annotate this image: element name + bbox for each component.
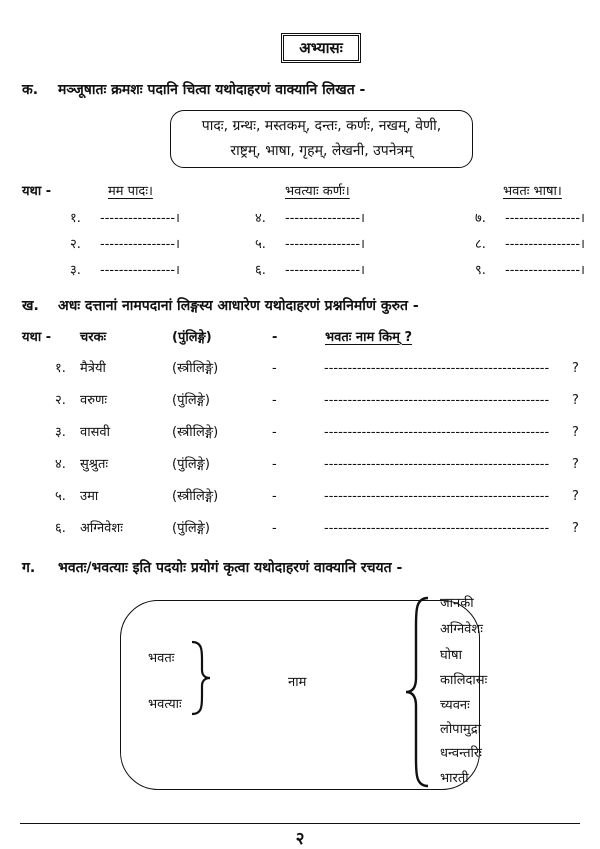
example-2: भवत्याः कर्णः। — [285, 184, 350, 199]
answer-blank: ----------------। — [505, 211, 585, 226]
item-number: ८. — [475, 237, 486, 252]
row-gender: (पुंलिङ्गे) — [172, 393, 210, 408]
example-label: यथा - — [22, 184, 52, 199]
example-3: भवतः भाषा। — [503, 184, 562, 199]
item-number: ३. — [70, 263, 81, 278]
row-dash: - — [272, 361, 277, 376]
right-brace-icon — [402, 596, 432, 788]
section-c-instruction: भवतः/भवत्याः इति पदयोः प्रयोगं कृत्वा यथोदाहरणं वाक्यानि रचयत - — [58, 560, 403, 576]
row-name: वासवी — [80, 425, 110, 440]
item-number: १. — [70, 211, 81, 226]
left-word-bhavatah: भवतः — [148, 651, 175, 666]
answer-blank: ----------------। — [505, 237, 585, 252]
page-title: अभ्यासः — [281, 33, 361, 63]
row-number: ५. — [55, 489, 66, 504]
item-number: २. — [70, 237, 81, 252]
example-answer: भवतः नाम किम् ? — [325, 330, 413, 345]
example-label: यथा - — [22, 330, 52, 345]
center-word: नाम — [288, 675, 307, 690]
name-list-item: धन्वन्तरिः — [440, 746, 482, 761]
example-dash: - — [272, 330, 278, 345]
row-name: उमा — [80, 489, 99, 504]
name-list-item: च्यवनः — [440, 698, 470, 713]
question-mark: ? — [572, 425, 579, 440]
section-a-instruction: मञ्जूषातः क्रमशः पदानि चित्वा यथोदाहरणं वाक्यानि लिखत - — [58, 82, 366, 98]
answer-blank: ------------------------------------------------ — [324, 457, 550, 472]
item-number: ७. — [475, 211, 486, 226]
row-number: ६. — [55, 521, 66, 536]
word-box-line-1: पादः, ग्रन्थः, मस्तकम्, दन्तः, कर्णः, नखम्, वेणी, — [201, 118, 442, 134]
row-number: २. — [55, 393, 66, 408]
row-name: अग्निवेशः — [80, 521, 123, 536]
name-list-item: लोपामुद्रा — [440, 722, 481, 737]
row-name: सुश्रुतः — [80, 457, 109, 472]
row-name: मैत्रेयी — [80, 361, 106, 376]
question-mark: ? — [572, 393, 579, 408]
name-list-item: भारती — [440, 771, 469, 786]
answer-blank: ----------------। — [100, 237, 180, 252]
row-dash: - — [272, 457, 277, 472]
page-number: २ — [295, 829, 305, 849]
name-list-item: अग्निवेशः — [440, 622, 483, 637]
word-box-line-2: राष्ट्रम्, भाषा, गृहम्, लेखनी, उपनेत्रम् — [230, 143, 413, 159]
footer-divider — [20, 823, 580, 824]
row-number: १. — [55, 361, 66, 376]
row-gender: (स्त्रीलिङ्गे) — [172, 425, 219, 440]
question-mark: ? — [572, 361, 579, 376]
question-mark: ? — [572, 521, 579, 536]
section-b-marker: ख. — [22, 298, 39, 314]
item-number: ५. — [255, 237, 266, 252]
answer-blank: ----------------। — [100, 211, 180, 226]
row-dash: - — [272, 489, 277, 504]
section-c-marker: ग. — [22, 560, 36, 576]
left-word-bhavatyah: भवत्याः — [148, 697, 182, 712]
answer-blank: ------------------------------------------------ — [324, 521, 550, 536]
row-gender: (पुंलिङ्गे) — [172, 457, 210, 472]
example-name: चरकः — [80, 330, 107, 345]
answer-blank: ------------------------------------------------ — [324, 393, 550, 408]
answer-blank: ------------------------------------------------ — [324, 425, 550, 440]
question-mark: ? — [572, 457, 579, 472]
name-list-item: जानकी — [440, 596, 474, 611]
example-1: मम पादः। — [108, 184, 153, 199]
row-gender: (पुंलिङ्गे) — [172, 521, 210, 536]
name-list-item: घोषा — [440, 648, 462, 663]
row-dash: - — [272, 393, 277, 408]
answer-blank: ----------------। — [285, 263, 365, 278]
answer-blank: ------------------------------------------------ — [324, 489, 550, 504]
answer-blank: ------------------------------------------------ — [324, 361, 550, 376]
row-number: ३. — [55, 425, 66, 440]
answer-blank: ----------------। — [285, 237, 365, 252]
question-mark: ? — [572, 489, 579, 504]
answer-blank: ----------------। — [285, 211, 365, 226]
item-number: ४. — [255, 211, 266, 226]
item-number: ६. — [255, 263, 266, 278]
row-name: वरुणः — [80, 393, 108, 408]
name-list-item: कालिदासः — [440, 673, 488, 688]
row-gender: (स्त्रीलिङ्गे) — [172, 489, 219, 504]
section-a-marker: क. — [22, 82, 39, 98]
left-brace-icon — [188, 640, 214, 716]
example-gender: (पुंलिङ्गे) — [172, 330, 212, 345]
item-number: ९. — [475, 263, 486, 278]
row-number: ४. — [55, 457, 66, 472]
row-dash: - — [272, 521, 277, 536]
answer-blank: ----------------। — [505, 263, 585, 278]
row-dash: - — [272, 425, 277, 440]
answer-blank: ----------------। — [100, 263, 180, 278]
row-gender: (स्त्रीलिङ्गे) — [172, 361, 219, 376]
section-b-instruction: अधः दत्तानां नामपदानां लिङ्गस्य आधारेण यथोदाहरणं प्रश्ननिर्माणं कुरुत - — [58, 298, 419, 314]
